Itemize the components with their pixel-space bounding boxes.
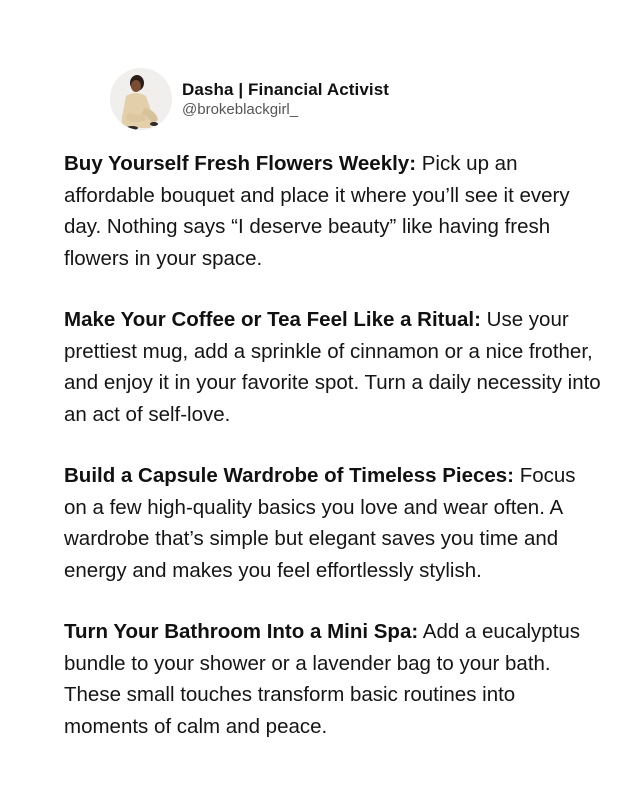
author-name: Dasha bbox=[182, 80, 234, 99]
tip-body: Use your prettiest mug, add a sprinkle of cinnamon or a nice frother, and enjoy it in your favorite spot. Turn a daily necessity into an act of self-love. bbox=[64, 308, 601, 426]
author-handle[interactable]: @brokeblackgirl_ bbox=[182, 101, 299, 118]
author-title: Financial Activist bbox=[248, 80, 390, 99]
name-separator: | bbox=[238, 80, 249, 99]
display-name[interactable] bbox=[182, 79, 389, 100]
tip-item bbox=[64, 148, 604, 274]
tip-item bbox=[64, 460, 604, 586]
tip-body: Add a eucalyptus bundle to your shower or a lavender bag to your bath. These small touches transform basic routines into moments of calm and peace. bbox=[64, 620, 581, 738]
tip-title: Make Your Coffee or Tea Feel Like a Ritual: bbox=[64, 308, 481, 331]
tip-title: Buy Yourself Fresh Flowers Weekly: bbox=[64, 152, 417, 175]
avatar[interactable] bbox=[110, 68, 172, 130]
tip-item bbox=[64, 616, 604, 742]
tip-title: Build a Capsule Wardrobe of Timeless Pieces: bbox=[64, 464, 514, 487]
post-header bbox=[110, 68, 389, 130]
user-meta bbox=[182, 79, 389, 119]
tip-body: Pick up an affordable bouquet and place it where you’ll see it every day. Nothing says “I deserve beauty” like having fresh flowers in your space. bbox=[64, 152, 570, 270]
tip-body: Focus on a few high-quality basics you love and wear often. A wardrobe that’s simple but elegant saves you time and energy and makes you feel effortlessly stylish. bbox=[64, 464, 576, 582]
tip-title: Turn Your Bathroom Into a Mini Spa: bbox=[64, 620, 419, 643]
tip-item bbox=[64, 304, 604, 430]
avatar-person-icon bbox=[110, 68, 172, 130]
tips-list bbox=[64, 148, 604, 772]
